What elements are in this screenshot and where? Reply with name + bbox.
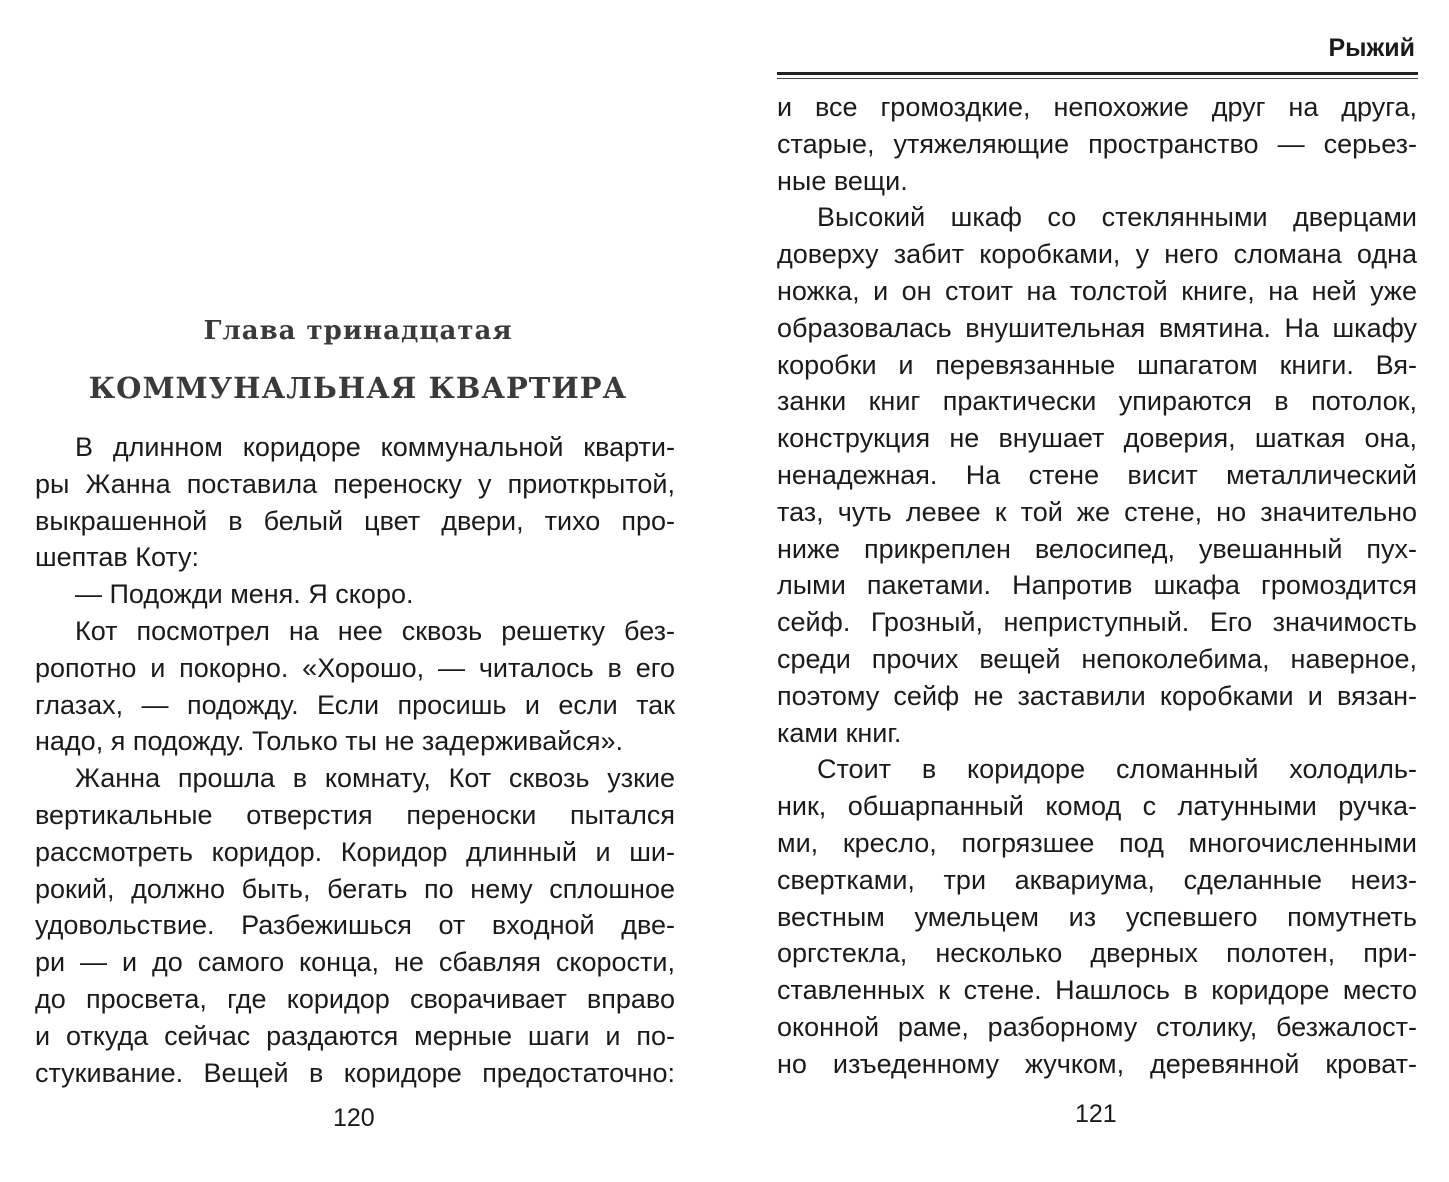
text-line: вертикальные отверстия переноски пытался — [35, 799, 675, 830]
text-line: ропотно и покорно. «Хорошо, — читалось в его — [35, 652, 675, 683]
text-line: ми, кресло, погрязшее под многочисленными — [777, 827, 1417, 858]
header-rule — [777, 72, 1418, 79]
text-line: оконной раме, разборному столику, безжалост- — [777, 1011, 1417, 1042]
text-line: поэтому сейф не заставили коробками и вязан- — [777, 680, 1417, 711]
text-line: Жанна прошла в комнату, Кот сквозь узкие — [75, 763, 675, 794]
text-line: до просвета, где коридор сворачивает вправо — [35, 983, 675, 1014]
text-line: выкрашенной в белый цвет двери, тихо про- — [35, 505, 675, 536]
text-line: ниже прикреплен велосипед, увешанный пух- — [777, 533, 1417, 564]
text-line: ножка, и он стоит на толстой книге, на ней уже — [777, 275, 1417, 306]
text-line: стукивание. Вещей в коридоре предостаточно: — [35, 1057, 675, 1088]
page-number-left: 120 — [333, 1104, 375, 1132]
text-line: рокий, должно быть, бегать по нему сплошное — [35, 873, 675, 904]
text-line: ненадежная. На стене висит металлический — [777, 459, 1417, 490]
text-line: лыми пакетами. Напротив шкафа громоздится — [777, 570, 1417, 601]
text-line: сейф. Грозный, неприступный. Его значимость — [777, 607, 1417, 638]
text-line: ры Жанна поставила переноску у приоткрытой, — [35, 468, 675, 499]
text-line: Стоит в коридоре сломанный холодиль- — [817, 754, 1417, 785]
page-number-right: 121 — [1075, 1100, 1117, 1128]
text-line: рассмотреть коридор. Коридор длинный и ши- — [35, 836, 675, 867]
text-line: таз, чуть левее к той же стене, но значительно — [777, 496, 1417, 527]
text-line: но изъеденному жучком, деревянной кроват- — [777, 1048, 1417, 1079]
running-head: Рыжий — [1328, 34, 1415, 62]
text-line: удовольствие. Разбежишься от входной две- — [35, 910, 675, 941]
text-line: среди прочих вещей непоколебима, наверное, — [777, 643, 1417, 674]
text-line: Высокий шкаф со стеклянными дверцами — [817, 202, 1417, 233]
text-line: доверху забит коробками, у него сломана одна — [777, 239, 1417, 270]
text-line: вестным умельцем из успевшего помутнеть — [777, 901, 1417, 932]
text-line: конструкция не внушает доверия, шаткая она, — [777, 423, 1417, 454]
text-line: Кот посмотрел на нее сквозь решетку без- — [75, 615, 675, 646]
chapter-number: Глава тринадцатая — [203, 316, 513, 346]
text-line: — Подожди меня. Я скоро. — [75, 579, 414, 610]
text-line: глазах, — подожду. Если просишь и если так — [35, 689, 675, 720]
text-line: и откуда сейчас раздаются мерные шаги и по- — [35, 1020, 675, 1051]
text-line: ные вещи. — [777, 165, 908, 196]
text-line: коробки и перевязанные шпагатом книги. Вя- — [777, 349, 1417, 380]
text-line: В длинном коридоре коммунальной кварти- — [75, 432, 675, 462]
text-line: свертками, три аквариума, сделанные неиз- — [777, 864, 1417, 895]
text-line: ками книг. — [777, 717, 902, 748]
chapter-title: КОММУНАЛЬНАЯ КВАРТИРА — [88, 371, 628, 405]
text-line: надо, я подожду. Только ты не задерживайся». — [35, 726, 624, 757]
text-line: и все громоздкие, непохожие друг на друга, — [777, 92, 1417, 122]
left-page-text — [35, 429, 675, 1091]
text-line: ник, обшарпанный комод с латунными ручка- — [777, 791, 1417, 822]
text-line: ставленных к стене. Нашлось в коридоре место — [777, 975, 1417, 1006]
text-line: шептав Коту: — [35, 542, 200, 573]
text-line: оргстекла, несколько дверных полотен, при- — [777, 938, 1417, 969]
text-line: образовалась внушительная вмятина. На шкафу — [777, 312, 1417, 343]
right-page-text — [777, 89, 1417, 1083]
text-line: ри — и до самого конца, не сбавляя скорости, — [35, 947, 675, 978]
text-line: занки книг практически упираются в потолок, — [777, 386, 1417, 417]
text-line: старые, утяжеляющие пространство — серьез- — [777, 128, 1417, 159]
